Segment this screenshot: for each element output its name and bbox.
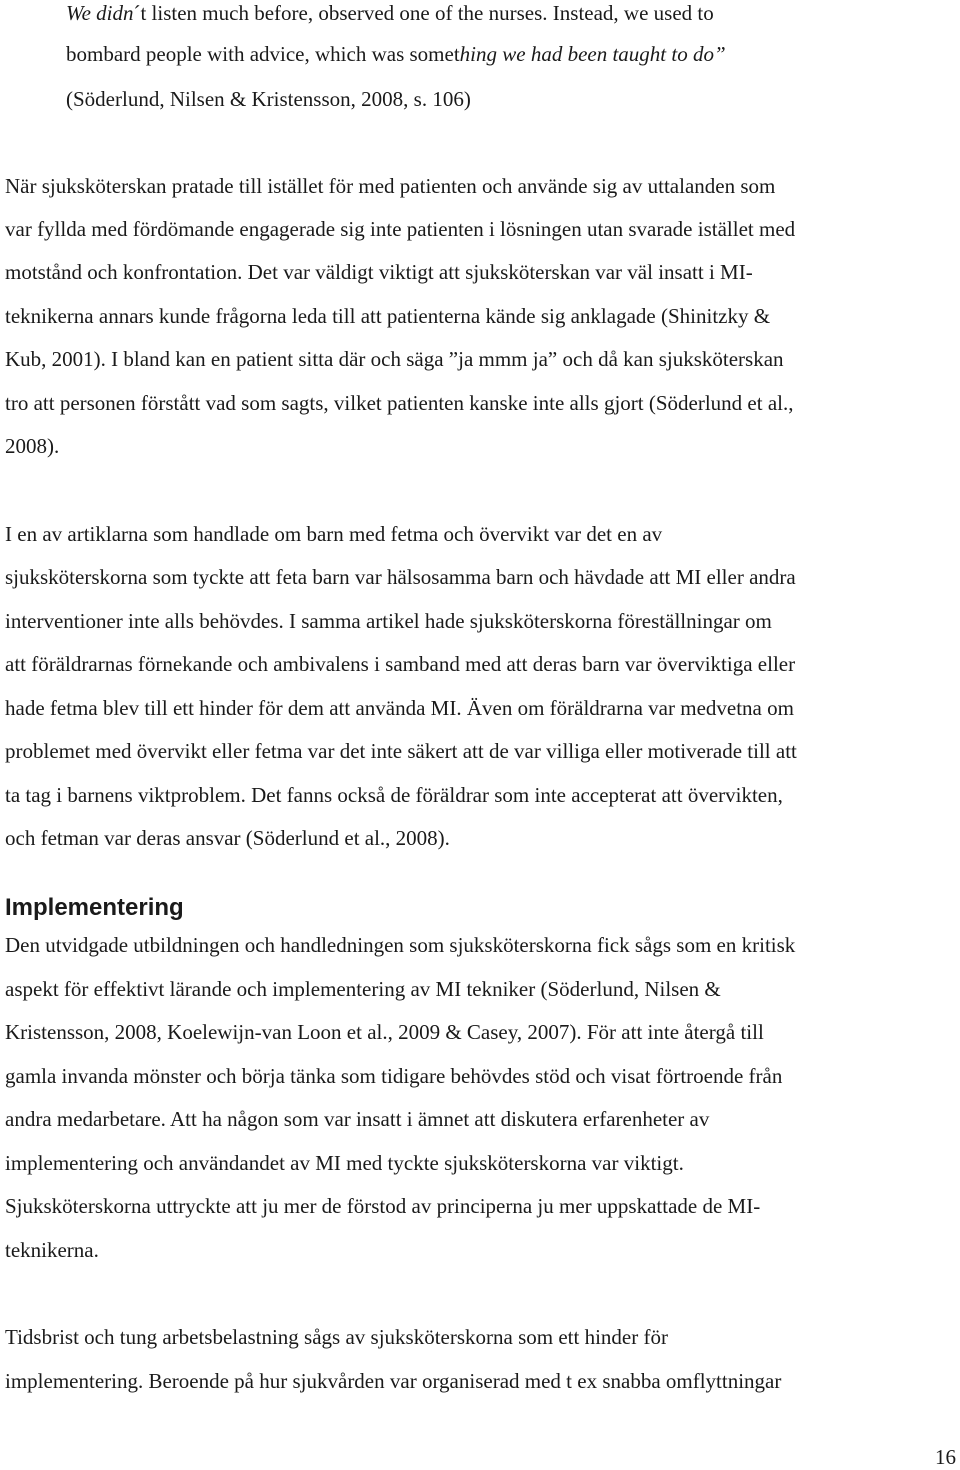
quote-line-1 [66, 3, 714, 24]
text-line: Kristensson, 2008, Koelewijn-van Loon et al., 2009 & Casey, 2007). För att inte återgå till [5, 1020, 764, 1044]
text-line: teknikerna. [5, 1238, 99, 1262]
text-line: Sjuksköterskorna uttryckte att ju mer de förstod av principerna ju mer uppskattade de MI- [5, 1194, 761, 1218]
quote-italic-text: We didn [66, 1, 134, 25]
text-line: I en av artiklarna som handlade om barn med fetma och övervikt var det en av [5, 522, 663, 546]
page-number: 16 [935, 1445, 956, 1469]
quote-citation: (Söderlund, Nilsen & Kristensson, 2008, s. 106) [66, 87, 471, 111]
section-heading: Implementering [5, 894, 184, 921]
text-line: interventioner inte alls behövdes. I samma artikel hade sjuksköterskorna föreställningar om [5, 609, 772, 633]
text-line: teknikerna annars kunde frågorna leda till att patienterna kände sig anklagade (Shinitzky & [5, 304, 771, 328]
text-line: var fyllda med fördömande engagerade sig inte patienten i lösningen utan svarade istället med [5, 217, 796, 241]
text-line: motstånd och konfrontation. Det var väldigt viktigt att sjuksköterskan var väl insatt i MI- [5, 260, 753, 284]
text-line: Kub, 2001). I bland kan en patient sitta där och säga ”ja mmm ja” och då kan sjuksköterskan [5, 347, 784, 371]
text-line: ta tag i barnens viktproblem. Det fanns också de föräldrar som inte accepterat att övervikten, [5, 783, 783, 807]
text-line: När sjuksköterskan pratade till istället för med patienten och använde sig av uttalanden som [5, 174, 776, 198]
text-line: Tidsbrist och tung arbetsbelastning sågs av sjuksköterskorna som ett hinder för [5, 1325, 668, 1349]
text-line: och fetman var deras ansvar (Söderlund et al., 2008). [5, 826, 450, 850]
text-line: att föräldrarnas förnekande och ambivalens i samband med att deras barn var överviktiga eller [5, 652, 796, 676]
text-line: tro att personen förstått vad som sagts, vilket patienten kanske inte alls gjort (Söderlund et al., [5, 391, 794, 415]
text-line: gamla invanda mönster och börja tänka som tidigare behövdes stöd och visat förtroende från [5, 1064, 783, 1088]
quote-text: ´t listen much before, observed one of the nurses. Instead, we used to [133, 1, 714, 25]
text-line: problemet med övervikt eller fetma var det inte säkert att de var villiga eller motiverade till att [5, 739, 797, 763]
text-line: aspekt för effektivt lärande och implementering av MI tekniker (Söderlund, Nilsen & [5, 977, 721, 1001]
text-line: implementering och användandet av MI med tyckte sjuksköterskorna var viktigt. [5, 1151, 684, 1175]
text-line: andra medarbetare. Att ha någon som var insatt i ämnet att diskutera erfarenheter av [5, 1107, 710, 1131]
text-line: 2008). [5, 434, 60, 458]
quote-italic-text: hing we had been taught to do” [459, 42, 726, 66]
quote-text: bombard people with advice, which was somet [66, 42, 460, 66]
text-line: hade fetma blev till ett hinder för dem att använda MI. Även om föräldrarna var medvetna om [5, 696, 794, 720]
text-line: Den utvidgade utbildningen och handledningen som sjuksköterskorna fick sågs som en kritisk [5, 933, 796, 957]
quote-line-2 [66, 44, 726, 65]
text-line: sjuksköterskorna som tyckte att feta barn var hälsosamma barn och hävdade att MI eller andra [5, 565, 796, 589]
text-line: implementering. Beroende på hur sjukvården var organiserad med t ex snabba omflyttningar [5, 1369, 782, 1393]
